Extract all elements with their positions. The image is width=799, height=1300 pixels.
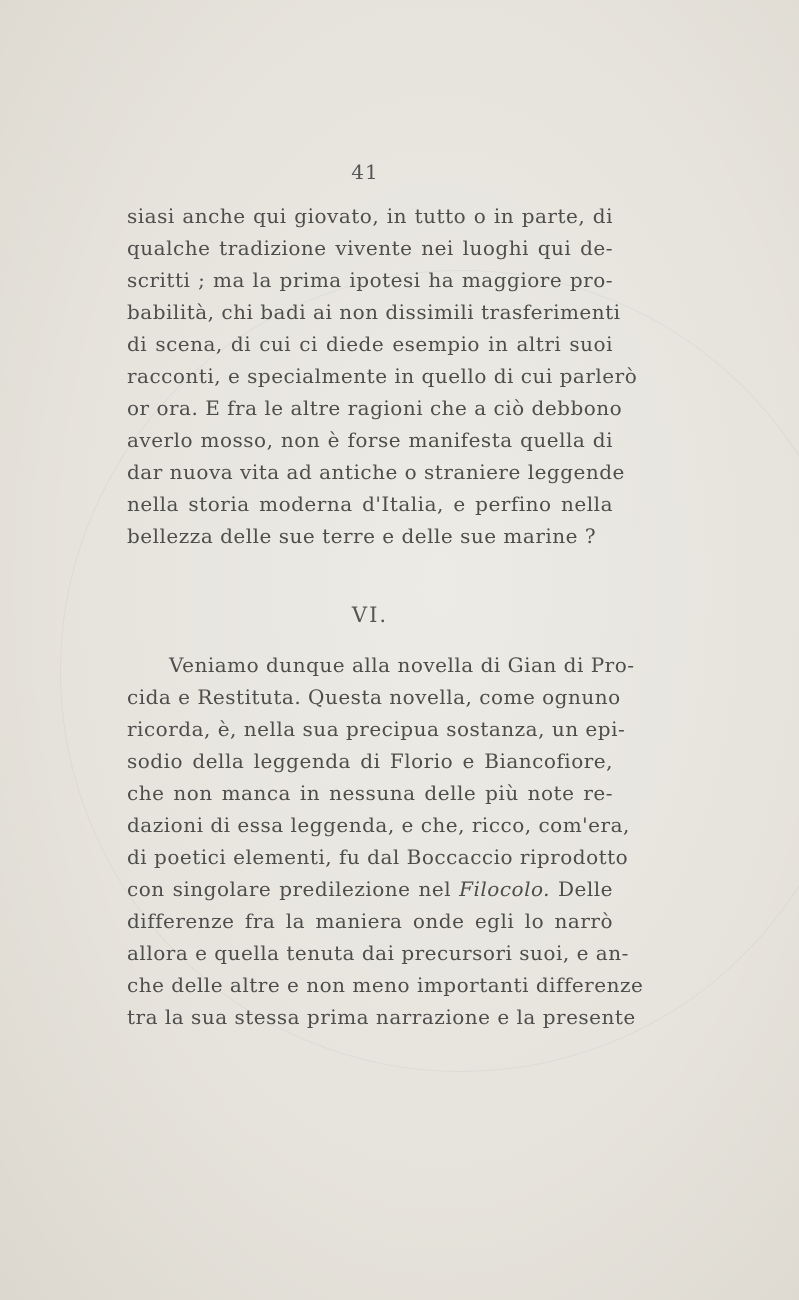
text-line: averlo mosso, non è forse manifesta quella di: [127, 428, 613, 452]
text-line: babilità, chi badi ai non dissimili trasferimenti: [127, 300, 621, 324]
book-title: Filocolo.: [459, 877, 551, 901]
text-line: tra la sua stessa prima narrazione e la presente: [127, 1005, 636, 1029]
page-number: 41: [351, 160, 379, 184]
text-line: che non manca in nessuna delle più note re-: [127, 781, 613, 805]
text-line: racconti, e specialmente in quello di cui parlerò: [127, 364, 638, 388]
text-line: allora e quella tenuta dai precursori suoi, e an-: [127, 941, 629, 965]
text-line: cida e Restituta. Questa novella, come ognuno: [127, 685, 621, 709]
text-line: ricorda, è, nella sua precipua sostanza, un epi-: [127, 717, 626, 741]
text-line: differenze fra la maniera onde egli lo narrò: [127, 909, 613, 933]
text-line-with-title: [127, 873, 613, 905]
text-line: siasi anche qui giovato, in tutto o in parte, di: [127, 204, 613, 228]
text-line: scritti ; ma la prima ipotesi ha maggiore pro-: [127, 268, 613, 292]
text-fragment: Delle: [550, 877, 614, 901]
text-line: bellezza delle sue terre e delle sue marine ?: [127, 524, 597, 548]
text-line: nella storia moderna d'Italia, e perfino nella: [127, 492, 613, 516]
text-line: di poetici elementi, fu dal Boccaccio riprodotto: [127, 845, 629, 869]
text-line: dazioni di essa leggenda, e che, ricco, com'era,: [127, 813, 630, 837]
text-fragment: con singolare predilezione nel: [127, 877, 460, 901]
text-line: or ora. E fra le altre ragioni che a ciò debbono: [127, 396, 623, 420]
text-line: Veniamo dunque alla novella di Gian di Pro-: [169, 653, 635, 677]
text-line: che delle altre e non meno importanti differenze: [127, 973, 644, 997]
paragraph-2: [127, 649, 644, 1033]
text-line: sodio della leggenda di Florio e Biancofiore,: [127, 749, 613, 773]
text-line: dar nuova vita ad antiche o straniere leggende: [127, 460, 625, 484]
text-line: di scena, di cui ci diede esempio in altri suoi: [127, 332, 613, 356]
text-line: qualche tradizione vivente nei luoghi qui de-: [127, 236, 613, 260]
section-heading: VI.: [351, 603, 389, 627]
paragraph-1: [127, 200, 638, 552]
